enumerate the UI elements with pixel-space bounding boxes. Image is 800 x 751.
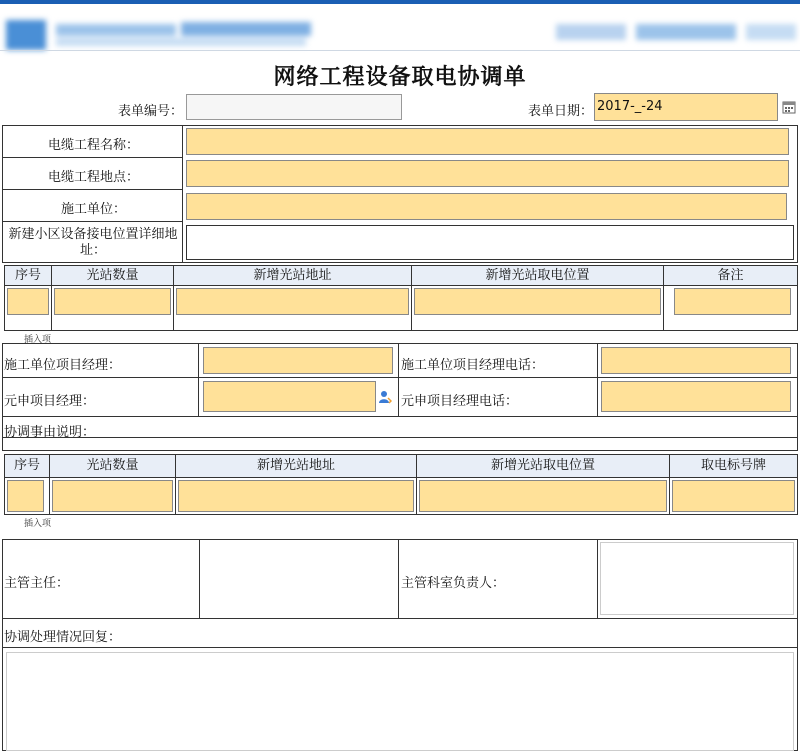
divider (198, 343, 199, 417)
director-label: 主管主任： (4, 576, 70, 591)
reason-spacer (2, 437, 798, 451)
reason-row (2, 416, 798, 438)
user-picker-icon[interactable] (378, 390, 392, 404)
construction-unit-field[interactable] (186, 193, 787, 220)
table1-address-field[interactable] (176, 288, 409, 315)
yuanshen-pm-phone-label: 元申项目经理电话： (401, 394, 519, 409)
cable-name-field[interactable] (186, 128, 789, 155)
pm-label: 施工单位项目经理： (4, 358, 122, 373)
reply-label: 协调处理情况回复： (4, 630, 122, 645)
pm-phone-label: 施工单位项目经理电话： (401, 358, 545, 373)
table2-count-field[interactable] (52, 480, 173, 512)
table1-seq-field[interactable] (7, 288, 49, 315)
dept-head-signature-field[interactable] (600, 542, 794, 615)
table2-tag-field[interactable] (672, 480, 795, 512)
form-number-field[interactable] (186, 94, 402, 120)
table2-insert-link[interactable]: 插入项 (24, 519, 52, 529)
reason-label: 协调事由说明： (4, 425, 96, 440)
divider (199, 539, 200, 619)
address-label: 新建小区设备接电位置详细地址： (8, 227, 178, 258)
table2-header-power-tag: 取电标号牌 (669, 454, 798, 478)
table2-power-field[interactable] (419, 480, 667, 512)
yuanshen-pm-phone-field[interactable] (601, 381, 791, 412)
construction-unit-label: 施工单位： (61, 202, 127, 217)
reply-textarea[interactable] (6, 652, 794, 751)
table1-power-field[interactable] (414, 288, 661, 315)
yuanshen-pm-field[interactable] (203, 381, 376, 412)
table1-header-count: 光站数量 (51, 265, 174, 286)
divider (398, 343, 399, 417)
header-divider (0, 50, 800, 51)
table1-header-seq: 序号 (4, 265, 52, 286)
table2-header-count: 光站数量 (49, 454, 176, 478)
dept-head-label: 主管科室负责人： (401, 576, 506, 591)
table1-insert-link[interactable]: 插入项 (24, 335, 52, 345)
header-logo-blurred (6, 10, 316, 50)
header-user-blurred (556, 16, 796, 46)
reply-row (2, 618, 798, 648)
yuanshen-pm-label: 元申项目经理： (4, 394, 96, 409)
form-number-label: 表单编号： (118, 104, 184, 119)
cable-location-label: 电缆工程地点： (48, 170, 140, 185)
form-date-label: 表单日期： (528, 104, 594, 119)
table1-header-power-position: 新增光站取电位置 (411, 265, 664, 286)
table2-header-seq: 序号 (4, 454, 50, 478)
table1-remarks-field[interactable] (674, 288, 791, 315)
table1-header-remarks: 备注 (663, 265, 798, 286)
table1-count-field[interactable] (54, 288, 171, 315)
cable-location-field[interactable] (186, 160, 789, 187)
table2-address-field[interactable] (178, 480, 414, 512)
form-title: 网络工程设备取电协调单 (273, 65, 527, 90)
divider (398, 539, 399, 619)
top-bar (0, 0, 800, 4)
cable-name-label: 电缆工程名称： (48, 138, 140, 153)
divider (597, 343, 598, 417)
pm-field[interactable] (203, 347, 393, 374)
address-field[interactable] (186, 225, 794, 260)
table2-header-power-position: 新增光站取电位置 (416, 454, 670, 478)
divider (597, 539, 598, 619)
divider (2, 377, 798, 378)
table2-header-address: 新增光站地址 (175, 454, 417, 478)
table2-seq-field[interactable] (7, 480, 44, 512)
form-date-field[interactable]: 2017-_-24 (594, 93, 778, 121)
calendar-icon[interactable] (782, 100, 796, 114)
pm-phone-field[interactable] (601, 347, 791, 374)
table1-header-address: 新增光站地址 (173, 265, 412, 286)
